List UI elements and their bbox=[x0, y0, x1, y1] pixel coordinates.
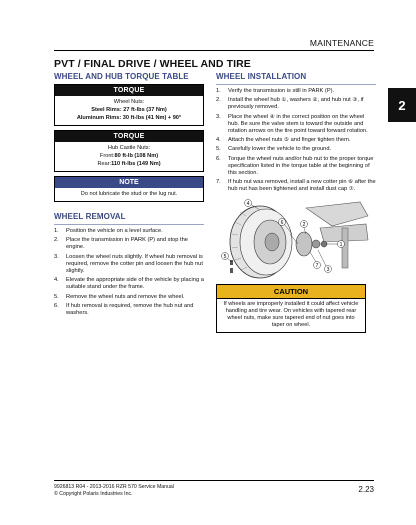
list-item: 6. Torque the wheel nuts and/or hub nut to the proper torque specification listed in the torque table at the beginning of this section. bbox=[216, 155, 374, 177]
callout-4: 4 bbox=[246, 200, 250, 207]
list-item: 6. If hub removal is required, remove the hub nut and washers. bbox=[54, 302, 194, 317]
footer-manual-id: 9926813 R04 - 2013-2016 RZR 570 Service Manual bbox=[54, 484, 174, 490]
list-item: 7. If hub nut was removed, install a new cotter pin ⑥ after the hub nut has been tightened and install dust cap ⑦. bbox=[216, 179, 376, 193]
caution-text: If wheels are improperly installed it could affect vehicle handling and tire wear. On vehicles with tapered rear wheel nuts, make sure tapered end of nut goes into taper on wheel. bbox=[223, 300, 359, 329]
list-item: 2. Install the wheel hub ①, washers ②, and hub nut ③, if previously removed. bbox=[216, 97, 364, 111]
callout-7: 7 bbox=[315, 262, 319, 269]
list-item: 3. Loosen the wheel nuts slightly. If wheel hub removal is required, remove the cotter pin and loosen the hub nut slightly. bbox=[54, 253, 203, 275]
wheel-installation-steps bbox=[216, 88, 376, 194]
callout-5: 5 bbox=[223, 253, 227, 260]
list-item: 3. Place the wheel ④ in the correct position on the wheel hub. Be sure the valve stem is toward the outside and rotation arrows on the tire point toward forward rotation. bbox=[216, 113, 368, 135]
list-item: 5. Remove the wheel nuts and remove the wheel. bbox=[54, 293, 185, 300]
torque-box-wheel-nuts bbox=[54, 84, 204, 126]
list-item: 1. Verify the transmission is still in PARK (P). bbox=[216, 88, 335, 94]
callout-6: 6 bbox=[280, 219, 284, 226]
torque-table-heading: WHEEL AND HUB TORQUE TABLE bbox=[54, 72, 189, 81]
wheel-removal-heading: WHEEL REMOVAL bbox=[54, 212, 126, 221]
footer-copyright: © Copyright Polaris Industries Inc. bbox=[54, 490, 133, 497]
aluminum-rims-value: Aluminum Rims: 30 ft-lbs (41 Nm) + 90° bbox=[76, 115, 182, 121]
note-header: NOTE bbox=[55, 177, 203, 188]
header-rule bbox=[54, 50, 374, 51]
wheel-hub-diagram bbox=[220, 198, 370, 280]
list-item: 4. Attach the wheel nuts ⑤ and finger tighten them. bbox=[216, 137, 351, 144]
page-title: PVT / FINAL DRIVE / WHEEL AND TIRE bbox=[54, 58, 251, 70]
list-item: 4. Elevate the appropriate side of the vehicle by placing a suitable stand under the frame. bbox=[54, 277, 204, 291]
left-column bbox=[54, 72, 204, 319]
wheel-hub-illustration bbox=[220, 198, 370, 280]
note-box bbox=[54, 176, 204, 202]
torque-box-header: TORQUE bbox=[55, 85, 203, 96]
chapter-tab: 2 bbox=[388, 88, 416, 122]
callout-1: 1 bbox=[339, 241, 343, 248]
torque-box-hub-nuts bbox=[54, 130, 204, 172]
footer-info bbox=[54, 484, 174, 497]
callout-2: 2 bbox=[302, 221, 306, 228]
list-item: 5. Carefully lower the vehicle to the ground. bbox=[216, 146, 332, 153]
wheel-removal-steps bbox=[54, 228, 204, 317]
steel-rims-value: Steel Rims: 27 ft-lbs (37 Nm) bbox=[91, 107, 167, 113]
section-header: MAINTENANCE bbox=[309, 38, 374, 48]
wheel-installation-heading: WHEEL INSTALLATION bbox=[216, 72, 307, 81]
caution-header: CAUTION bbox=[217, 285, 365, 299]
footer-rule bbox=[54, 480, 374, 481]
front-torque: Front:80 ft-lb (108 Nm) bbox=[99, 153, 159, 159]
caution-box bbox=[216, 284, 366, 334]
list-item: 1. Position the vehicle on a level surface. bbox=[54, 228, 163, 234]
callout-3: 3 bbox=[326, 266, 330, 273]
rear-torque: Rear:110 ft-lbs (149 Nm) bbox=[97, 161, 161, 167]
list-item: 2. Place the transmission in PARK (P) and stop the engine. bbox=[54, 237, 188, 251]
right-column bbox=[216, 72, 376, 333]
torque-box-header: TORQUE bbox=[55, 131, 203, 142]
note-text: Do not lubricate the stud or the lug nut. bbox=[80, 191, 178, 197]
wheel-nuts-label: Wheel Nuts: bbox=[113, 99, 145, 105]
hub-castle-nuts-label: Hub Castle Nuts: bbox=[107, 145, 151, 151]
page-number: 2.23 bbox=[358, 485, 374, 494]
